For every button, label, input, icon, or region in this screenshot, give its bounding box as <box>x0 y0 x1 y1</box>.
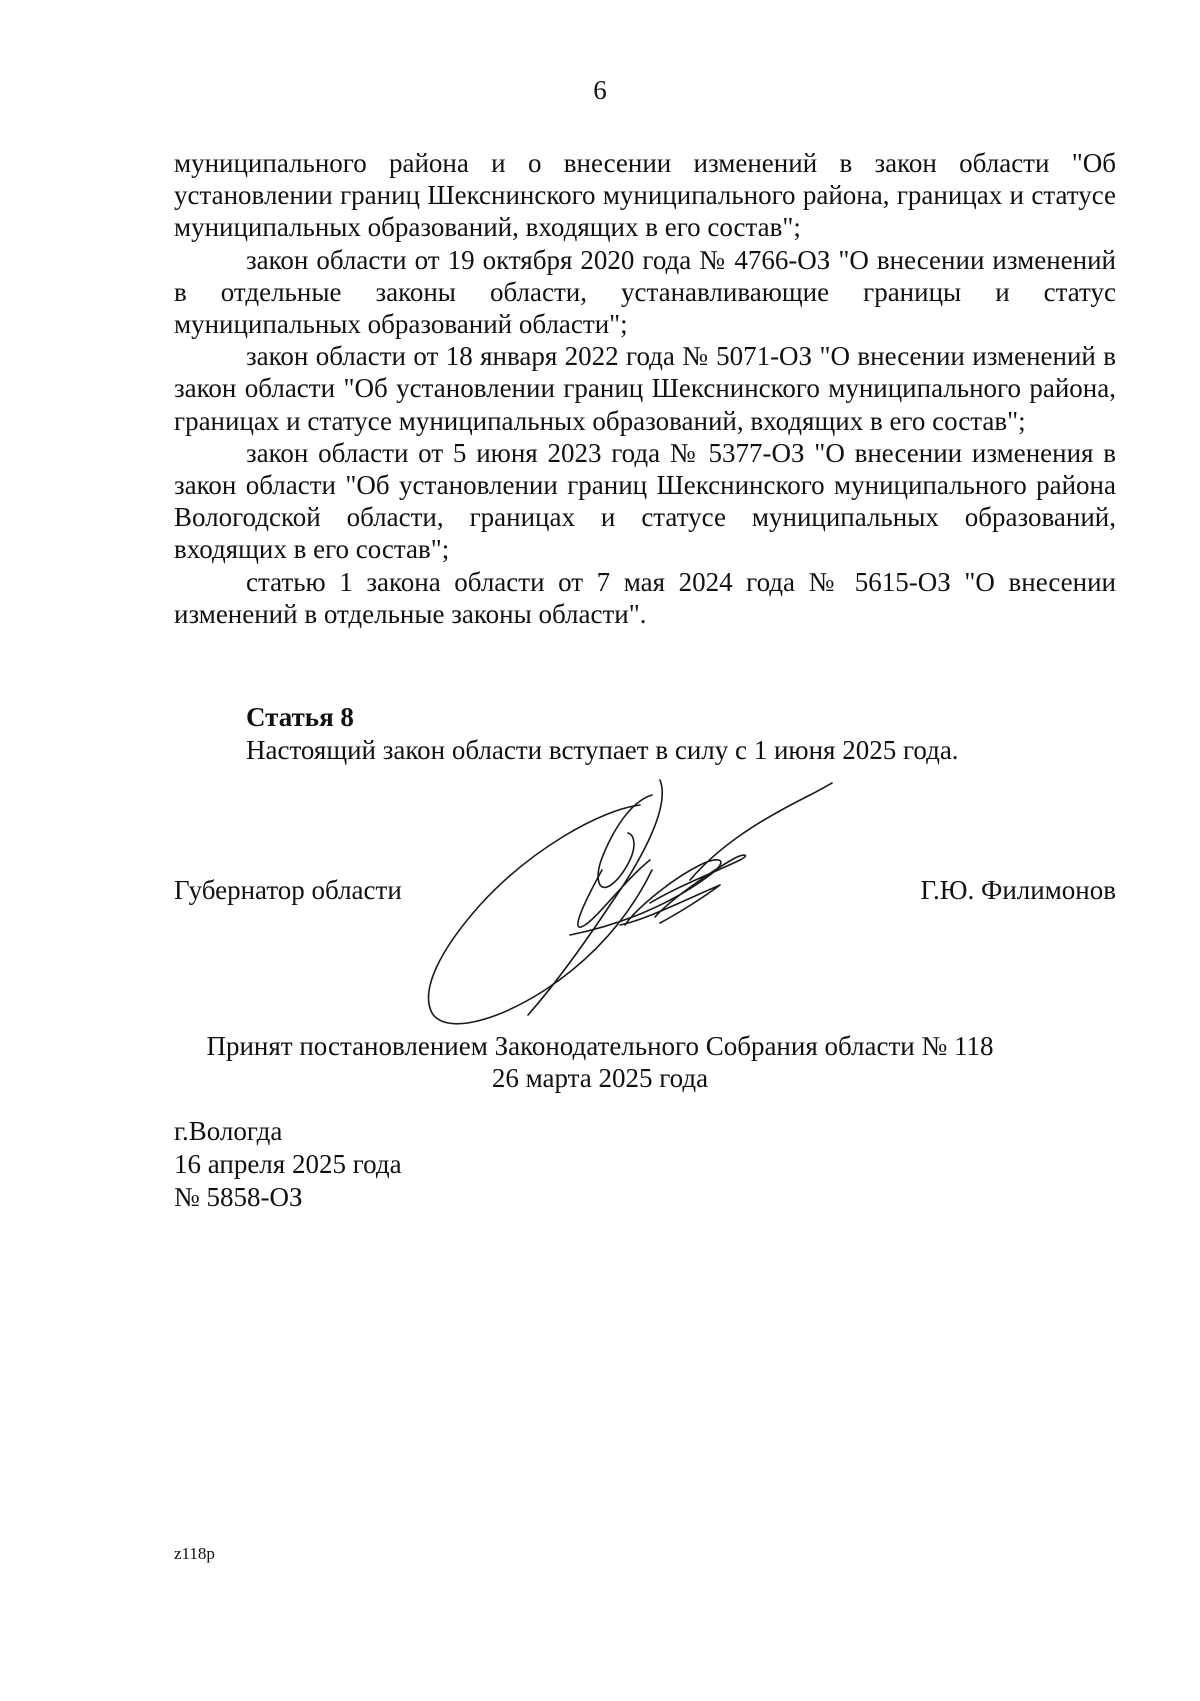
article-text: Настоящий закон области вступает в силу с 1 июня 2025 года. <box>246 735 959 765</box>
signatory-name: Г.Ю. Филимонов <box>920 875 1116 905</box>
signing-date: 16 апреля 2025 года <box>174 1149 402 1179</box>
body-paragraph-5: статью 1 закона области от 7 мая 2024 года № 5615-ОЗ "О внесении изменений в отдельные законы области". <box>174 566 1116 629</box>
law-number: № 5858-ОЗ <box>174 1182 303 1212</box>
place-date-block <box>174 1115 402 1214</box>
article-heading: Статья 8 <box>246 702 354 732</box>
body-paragraph-3: закон области от 18 января 2022 года № 5071-ОЗ "О внесении изменений в закон области "Об установлении границ Шекснинского муниципального района, границах и статусе муниципальных образований, входящих в его состав"; <box>174 341 1116 436</box>
adoption-note <box>0 1030 1200 1094</box>
body-paragraph-1: муниципального района и о внесении изменений в закон области "Об установлении границ Шекснинского муниципального района, границах и статусе муниципальных образований, входящих в его состав"; <box>174 148 1116 243</box>
adoption-date: 26 марта 2025 года <box>491 1063 709 1093</box>
handwritten-signature <box>420 775 840 1035</box>
body-paragraph-2: закон области от 19 октября 2020 года № 4766-ОЗ "О внесении изменений в отдельные законы области, устанавливающие границы и статус муниципальных образований области"; <box>174 244 1116 340</box>
city: г.Вологда <box>174 1116 283 1146</box>
signatory-title: Губернатор области <box>174 875 402 905</box>
page-number: 6 <box>593 75 607 105</box>
body-paragraph-4: закон области от 5 июня 2023 года № 5377-ОЗ "О внесении изменения в закон области "Об установлении границ Шекснинского муниципального района Вологодской области, границах и статусе муниципальных образований, входящих в его состав"; <box>174 437 1116 565</box>
law-body-text <box>174 147 1116 630</box>
footer-code: z118p <box>174 1544 215 1563</box>
adoption-line-1: Принят постановлением Законодательного Собрания области № 118 <box>206 1031 994 1061</box>
